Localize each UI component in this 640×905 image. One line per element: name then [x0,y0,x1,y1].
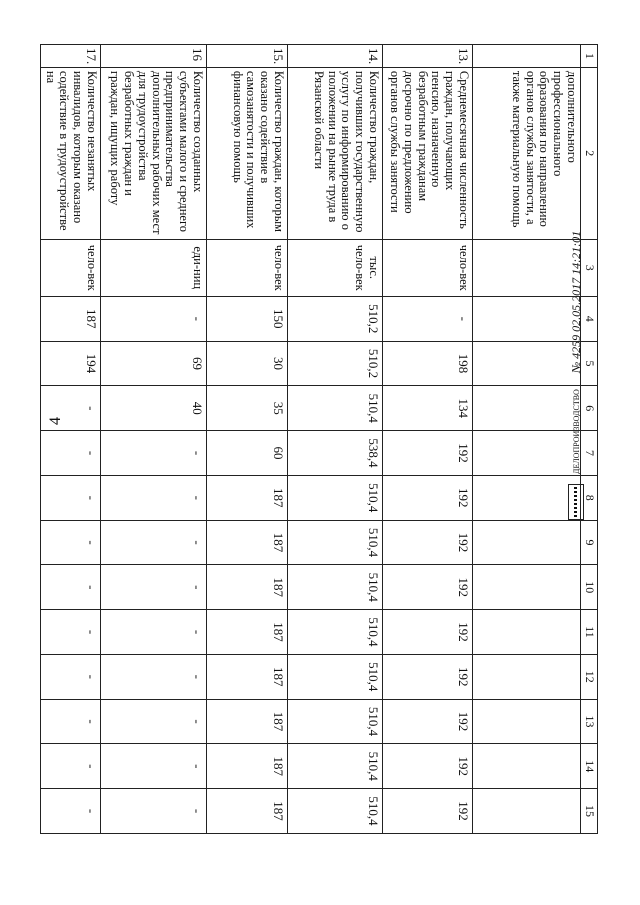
value-cell: - [101,296,207,341]
unit-of-measure [473,239,581,296]
value-cell: 510,4 [288,654,383,699]
column-number-row [581,45,598,834]
value-cell [473,789,581,834]
value-cell: 192 [383,565,473,610]
value-cell: 510,4 [288,699,383,744]
column-header: 7 [581,431,598,476]
value-cell: 187 [207,610,288,655]
value-cell: 192 [383,789,473,834]
value-cell: - [101,431,207,476]
indicator-name: Количество незанятых инвалидов, которым оказано содействие в трудоустройстве на [41,67,101,239]
value-cell [473,296,581,341]
value-cell: 187 [207,744,288,789]
column-header: 4 [581,296,598,341]
value-cell [473,341,581,386]
column-header: 3 [581,239,598,296]
value-cell: 187 [207,654,288,699]
value-cell: 192 [383,744,473,789]
table-row [207,45,288,834]
unit-of-measure: чело-век [207,239,288,296]
value-cell: 35 [207,386,288,431]
value-cell: 134 [383,386,473,431]
row-number: 15. [207,45,288,68]
value-cell [473,520,581,565]
value-cell: 192 [383,699,473,744]
value-cell: 187 [41,296,101,341]
value-cell [473,386,581,431]
column-header: 13 [581,699,598,744]
value-cell: 192 [383,654,473,699]
indicator-name: Количество созданных субъектами малого и среднего предпринимательства дополнительных рабочих мест для трудоустройства безработных граждан и граждан, ищущих работу [101,67,207,239]
value-cell: - [101,520,207,565]
value-cell: - [101,565,207,610]
indicators-table [40,44,598,834]
value-cell: 510,4 [288,565,383,610]
value-cell: 192 [383,475,473,520]
column-header: 15 [581,789,598,834]
table-body [41,45,598,834]
value-cell: - [41,789,101,834]
row-number: 17. [41,45,101,68]
value-cell [473,475,581,520]
unit-of-measure: чело-век [383,239,473,296]
column-header: 6 [581,386,598,431]
value-cell: 510,4 [288,475,383,520]
value-cell: - [101,744,207,789]
stamp-logo-text: ДЕЛОПРОИЗВОДСТВО [571,389,581,474]
column-header: 2 [581,67,598,239]
value-cell: 510,4 [288,789,383,834]
column-header: 14 [581,744,598,789]
value-cell: - [101,654,207,699]
value-cell: 187 [207,565,288,610]
row-number: 16 [101,45,207,68]
row-number: 14. [288,45,383,68]
column-header: 12 [581,654,598,699]
table-row [288,45,383,834]
unit-of-measure: чело-век [41,239,101,296]
table-row [41,45,101,834]
value-cell: 510,4 [288,744,383,789]
value-cell: - [41,431,101,476]
value-cell: 510,4 [288,386,383,431]
value-cell: 198 [383,341,473,386]
value-cell [473,431,581,476]
column-header: 11 [581,610,598,655]
value-cell: 187 [207,475,288,520]
value-cell: 187 [207,699,288,744]
value-cell: - [41,699,101,744]
value-cell: 192 [383,610,473,655]
value-cell: 510,4 [288,610,383,655]
value-cell [473,610,581,655]
table-row [383,45,473,834]
value-cell: 187 [207,789,288,834]
value-cell: - [41,654,101,699]
table-row [473,45,581,834]
value-cell: 30 [207,341,288,386]
column-header: 10 [581,565,598,610]
value-cell: 187 [207,520,288,565]
page-number: 4 [47,417,64,425]
value-cell: 510,2 [288,341,383,386]
column-header: 5 [581,341,598,386]
value-cell: - [41,610,101,655]
value-cell [473,565,581,610]
document-registration-number: № 4259 02.05.2017 14:21:01 [568,230,583,374]
value-cell: - [101,789,207,834]
value-cell: 150 [207,296,288,341]
column-header: 1 [581,45,598,68]
value-cell: - [41,386,101,431]
value-cell: - [41,744,101,789]
value-cell [473,699,581,744]
value-cell: - [101,699,207,744]
value-cell: 192 [383,520,473,565]
unit-of-measure: тыс. чело-век [288,239,383,296]
unit-of-measure: еди-ниц [101,239,207,296]
value-cell: 510,2 [288,296,383,341]
indicator-name: Количество граждан, получивших государственную услугу по информированию о положении на рынке труда в Рязанской области [288,67,383,239]
value-cell: 40 [101,386,207,431]
indicator-name: дополнительного профессионального образования по направлению органов службы занятости, а также материальную помощь [473,67,581,239]
value-cell: - [41,475,101,520]
value-cell [473,744,581,789]
indicator-name: Количество граждан, которым оказано содействие в самозанятости и получивших финансовую помощь [207,67,288,239]
row-number: 13. [383,45,473,68]
value-cell: 69 [101,341,207,386]
table-row [101,45,207,834]
value-cell: - [383,296,473,341]
value-cell: 60 [207,431,288,476]
value-cell: 192 [383,431,473,476]
value-cell: - [41,520,101,565]
value-cell: 538,4 [288,431,383,476]
value-cell: - [101,610,207,655]
value-cell [473,654,581,699]
value-cell: 194 [41,341,101,386]
value-cell: - [41,565,101,610]
value-cell: - [101,475,207,520]
value-cell: 510,4 [288,520,383,565]
column-header: 9 [581,520,598,565]
row-number [473,45,581,68]
rotated-table-sheet [43,44,598,834]
column-header: 8 [581,475,598,520]
indicator-name: Среднемесячная численность граждан, получающих пенсию, назначенную безработным гражданам досрочно по предложению органов службы занятости [383,67,473,239]
